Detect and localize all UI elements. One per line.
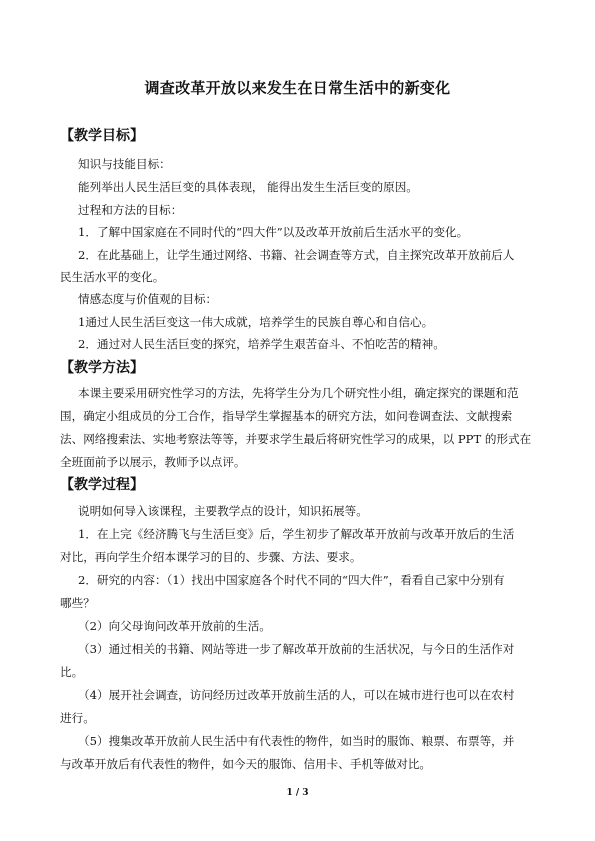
goals-line: 情感态度与价值观的目标： [78, 292, 218, 306]
process-line: （3）通过相关的书籍、网站等进一步了解改革开放前的生活状况，与今日的生活作对 [78, 642, 515, 656]
process-line: 2．研究的内容：（1）找出中国家庭各个时代不同的“四大件”，看看自己家中分别有 [78, 573, 505, 587]
section-heading-goals: 【教学目标】 [60, 128, 144, 144]
goals-line: 1．了解中国家庭在不同时代的“四大件”以及改革开放前后生活水平的变化。 [78, 225, 469, 239]
methods-line: 围，确定小组成员的分工合作，指导学生掌握基本的研究方法，如问卷调查法、文献搜索 [60, 409, 513, 423]
process-line: （5）搜集改革开放前人民生活中有代表性的物件，如当时的服饰、粮票、布票等，并 [78, 734, 515, 748]
methods-line: 本课主要采用研究性学习的方法，先将学生分为几个研究性小组，确定探究的课题和范 [78, 386, 519, 400]
goals-line: 知识与技能目标： [78, 157, 171, 171]
goals-line: 过程和方法的目标： [78, 203, 183, 217]
process-line: 哪些？ [60, 596, 95, 610]
goals-line: 1通过人民生活巨变这一伟大成就，培养学生的民族自尊心和自信心。 [78, 315, 434, 329]
process-line: （2）向父母询问改革开放前的生活。 [78, 619, 271, 633]
process-line: 进行。 [60, 711, 95, 725]
process-line: 比。 [60, 665, 84, 679]
process-line: 与改革开放后有代表性的物件，如今天的服饰、信用卡、手机等做对比。 [60, 757, 432, 771]
methods-line: 全班面前予以展示，教师予以点评。 [60, 455, 246, 469]
goals-line: 能列举出人民生活巨变的具体表现， 能得出发生生活巨变的原因。 [78, 180, 418, 194]
methods-line: 法、网络搜索法、实地考察法等等，并要求学生最后将研究性学习的成果，以 PPT 的形式在 [60, 432, 532, 446]
process-line: 对比，再向学生介绍本课学习的目的、步骤、方法、要求。 [60, 550, 362, 564]
section-heading-process: 【教学过程】 [60, 477, 144, 493]
document-title: 调查改革开放以来发生在日常生活中的新变化 [144, 79, 451, 97]
section-heading-methods: 【教学方法】 [60, 360, 144, 376]
goals-line: 2．在此基础上，让学生通过网络、书籍、社会调查等方式，自主探究改革开放前后人 [78, 248, 515, 262]
page-number: 1 / 3 [286, 788, 309, 798]
goals-line: 2．通过对人民生活巨变的探究，培养学生艰苦奋斗、不怕吃苦的精神。 [78, 337, 445, 351]
goals-line: 民生活水平的变化。 [60, 270, 165, 284]
process-line: （4）展开社会调查，访问经历过改革开放前生活的人，可以在城市进行也可以在农村 [78, 688, 515, 702]
process-line: 说明如何导入该课程，主要教学点的设计，知识拓展等。 [78, 504, 368, 518]
process-line: 1．在上完《经济腾飞与生活巨变》后，学生初步了解改革开放前与改革开放后的生活 [78, 527, 515, 541]
